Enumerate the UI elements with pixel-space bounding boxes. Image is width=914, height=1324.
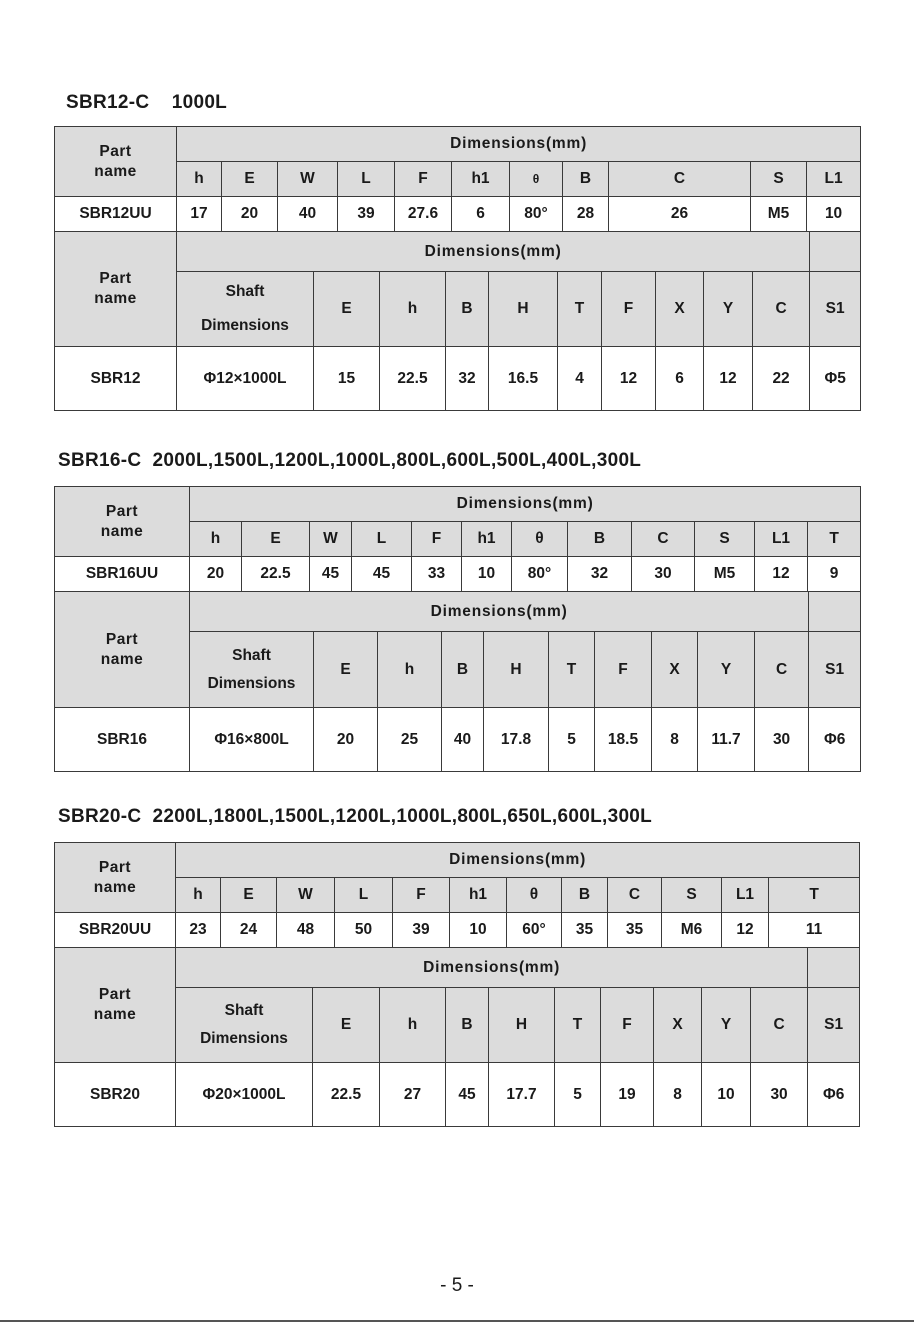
column-header: E — [222, 162, 278, 197]
table-cell: 32 — [568, 557, 632, 592]
part-name-cell: SBR12 — [55, 347, 177, 411]
table-cell: 20 — [222, 197, 278, 232]
table-cell: 28 — [563, 197, 609, 232]
shaft-dimension-table — [54, 231, 861, 411]
table-cell: M5 — [751, 197, 807, 232]
column-header: H — [489, 272, 558, 347]
dimensions-header: Dimensions(mm) — [190, 592, 809, 632]
shaft-dimensions-header: Shaft Dimensions — [190, 632, 314, 708]
table-cell: 45 — [310, 557, 352, 592]
header-blank-cell — [808, 948, 860, 988]
table-cell: 30 — [632, 557, 695, 592]
column-header: L1 — [722, 878, 769, 913]
table-cell: 20 — [314, 708, 378, 772]
column-header: B — [442, 632, 484, 708]
column-header: h1 — [452, 162, 510, 197]
column-header: h1 — [450, 878, 507, 913]
table-cell: 20 — [190, 557, 242, 592]
table-cell: Φ12×1000L — [177, 347, 314, 411]
column-header: θ — [512, 522, 568, 557]
column-header: h — [378, 632, 442, 708]
column-header: Y — [702, 988, 751, 1063]
table-cell: 32 — [446, 347, 489, 411]
column-header: X — [654, 988, 702, 1063]
header-blank-cell — [810, 232, 861, 272]
table-cell: 35 — [608, 913, 662, 948]
column-header: C — [608, 878, 662, 913]
table-cell: 12 — [755, 557, 808, 592]
block-dimension-table — [54, 486, 861, 592]
column-header: h — [176, 878, 221, 913]
column-header: T — [808, 522, 861, 557]
bottom-divider — [0, 1320, 914, 1322]
table-cell: 39 — [393, 913, 450, 948]
column-header: W — [278, 162, 338, 197]
table-cell: 80° — [512, 557, 568, 592]
table-cell: 27.6 — [395, 197, 452, 232]
column-header: S — [662, 878, 722, 913]
column-header: Y — [698, 632, 755, 708]
table-cell: 17.7 — [489, 1063, 555, 1127]
column-header: S1 — [809, 632, 861, 708]
block-dimension-table — [54, 842, 860, 948]
table-cell: 5 — [549, 708, 595, 772]
column-header: S — [751, 162, 807, 197]
column-header: T — [549, 632, 595, 708]
column-header: E — [221, 878, 277, 913]
column-header: T — [558, 272, 602, 347]
table-cell: Φ20×1000L — [176, 1063, 313, 1127]
table-cell: 12 — [722, 913, 769, 948]
part-name-header: Part name — [55, 948, 176, 1063]
column-header: C — [632, 522, 695, 557]
table-cell: 10 — [462, 557, 512, 592]
table-cell: Φ6 — [808, 1063, 860, 1127]
table-cell: 17.8 — [484, 708, 549, 772]
column-header: B — [446, 272, 489, 347]
part-name-cell: SBR16 — [55, 708, 190, 772]
column-header: E — [314, 272, 380, 347]
table-cell: 35 — [562, 913, 608, 948]
table-cell: 39 — [338, 197, 395, 232]
table-cell: 23 — [176, 913, 221, 948]
table-cell: 8 — [654, 1063, 702, 1127]
shaft-dimension-table — [54, 947, 860, 1127]
column-header: L — [335, 878, 393, 913]
column-header: C — [751, 988, 808, 1063]
shaft-dimensions-header: Shaft Dimensions — [177, 272, 314, 347]
column-header: B — [568, 522, 632, 557]
table-cell: 4 — [558, 347, 602, 411]
column-header: C — [753, 272, 810, 347]
table-cell: 27 — [380, 1063, 446, 1127]
table-cell: 22.5 — [380, 347, 446, 411]
column-header: B — [563, 162, 609, 197]
table-cell: Φ6 — [809, 708, 861, 772]
column-header: X — [652, 632, 698, 708]
table-cell: 10 — [450, 913, 507, 948]
table-cell: 80° — [510, 197, 563, 232]
column-header: Y — [704, 272, 753, 347]
column-header: L1 — [755, 522, 808, 557]
table-cell: 8 — [652, 708, 698, 772]
column-header: F — [393, 878, 450, 913]
table-cell: Φ5 — [810, 347, 861, 411]
spec-table-sbr16-block — [54, 486, 860, 772]
spec-table-sbr20-block — [54, 842, 859, 1127]
column-header: C — [609, 162, 751, 197]
column-header: F — [395, 162, 452, 197]
table-cell: 30 — [755, 708, 809, 772]
column-header: F — [412, 522, 462, 557]
dimensions-header: Dimensions(mm) — [190, 487, 861, 522]
part-name-cell: SBR12UU — [55, 197, 177, 232]
table-cell: 12 — [602, 347, 656, 411]
block-dimension-table — [54, 126, 861, 232]
page-number: - 5 - — [440, 1275, 474, 1296]
table-cell: 45 — [352, 557, 412, 592]
table-cell: 24 — [221, 913, 277, 948]
column-header: E — [313, 988, 380, 1063]
table-cell: 22 — [753, 347, 810, 411]
column-header: L — [338, 162, 395, 197]
table-cell: 22.5 — [242, 557, 310, 592]
table-cell: 6 — [452, 197, 510, 232]
part-name-header: Part name — [55, 843, 176, 913]
table-cell: Φ16×800L — [190, 708, 314, 772]
column-header: B — [562, 878, 608, 913]
part-name-header: Part name — [55, 127, 177, 197]
dimensions-header: Dimensions(mm) — [176, 948, 808, 988]
column-header: F — [602, 272, 656, 347]
section-title-sbr16: SBR16-C 2000L,1500L,1200L,1000L,800L,600L,500L,400L,300L — [58, 450, 642, 471]
column-header: h — [380, 988, 446, 1063]
part-name-header: Part name — [55, 232, 177, 347]
column-header: L — [352, 522, 412, 557]
column-header: θ — [507, 878, 562, 913]
column-header: F — [601, 988, 654, 1063]
column-header: H — [484, 632, 549, 708]
dimensions-header: Dimensions(mm) — [176, 843, 860, 878]
column-header: B — [446, 988, 489, 1063]
table-cell: 16.5 — [489, 347, 558, 411]
table-cell: 40 — [278, 197, 338, 232]
table-cell: 60° — [507, 913, 562, 948]
table-cell: 5 — [555, 1063, 601, 1127]
dimensions-header: Dimensions(mm) — [177, 232, 810, 272]
column-header: h — [380, 272, 446, 347]
table-cell: 26 — [609, 197, 751, 232]
column-header: S1 — [810, 272, 861, 347]
table-cell: 22.5 — [313, 1063, 380, 1127]
table-cell: 11 — [769, 913, 860, 948]
table-cell: 10 — [807, 197, 861, 232]
column-header: L1 — [807, 162, 861, 197]
part-name-cell: SBR16UU — [55, 557, 190, 592]
table-cell: 25 — [378, 708, 442, 772]
table-cell: 30 — [751, 1063, 808, 1127]
table-cell: 15 — [314, 347, 380, 411]
part-name-header: Part name — [55, 592, 190, 708]
table-cell: 6 — [656, 347, 704, 411]
table-cell: 11.7 — [698, 708, 755, 772]
table-cell: 18.5 — [595, 708, 652, 772]
column-header: H — [489, 988, 555, 1063]
table-cell: 9 — [808, 557, 861, 592]
table-cell: 50 — [335, 913, 393, 948]
column-header: C — [755, 632, 809, 708]
column-header: T — [555, 988, 601, 1063]
table-cell: 40 — [442, 708, 484, 772]
shaft-dimension-table — [54, 591, 861, 772]
column-header: h — [190, 522, 242, 557]
column-header: W — [310, 522, 352, 557]
column-header: S1 — [808, 988, 860, 1063]
column-header: h1 — [462, 522, 512, 557]
part-name-cell: SBR20 — [55, 1063, 176, 1127]
table-cell: 10 — [702, 1063, 751, 1127]
section-title-sbr12: SBR12-C 1000L — [66, 92, 228, 113]
table-cell: 12 — [704, 347, 753, 411]
table-cell: 48 — [277, 913, 335, 948]
table-cell: 33 — [412, 557, 462, 592]
table-cell: 19 — [601, 1063, 654, 1127]
table-cell: M6 — [662, 913, 722, 948]
column-header: T — [769, 878, 860, 913]
shaft-dimensions-header: Shaft Dimensions — [176, 988, 313, 1063]
part-name-cell: SBR20UU — [55, 913, 176, 948]
table-cell: 45 — [446, 1063, 489, 1127]
table-cell: M5 — [695, 557, 755, 592]
section-title-sbr20: SBR20-C 2200L,1800L,1500L,1200L,1000L,800L,650L,600L,300L — [58, 806, 653, 827]
header-blank-cell — [809, 592, 861, 632]
column-header: E — [242, 522, 310, 557]
column-header: X — [656, 272, 704, 347]
part-name-header: Part name — [55, 487, 190, 557]
spec-table-sbr12-block — [54, 126, 860, 411]
column-header: E — [314, 632, 378, 708]
column-header: F — [595, 632, 652, 708]
column-header: S — [695, 522, 755, 557]
column-header: h — [177, 162, 222, 197]
column-header: θ — [510, 162, 563, 197]
dimensions-header: Dimensions(mm) — [177, 127, 861, 162]
column-header: W — [277, 878, 335, 913]
table-cell: 17 — [177, 197, 222, 232]
